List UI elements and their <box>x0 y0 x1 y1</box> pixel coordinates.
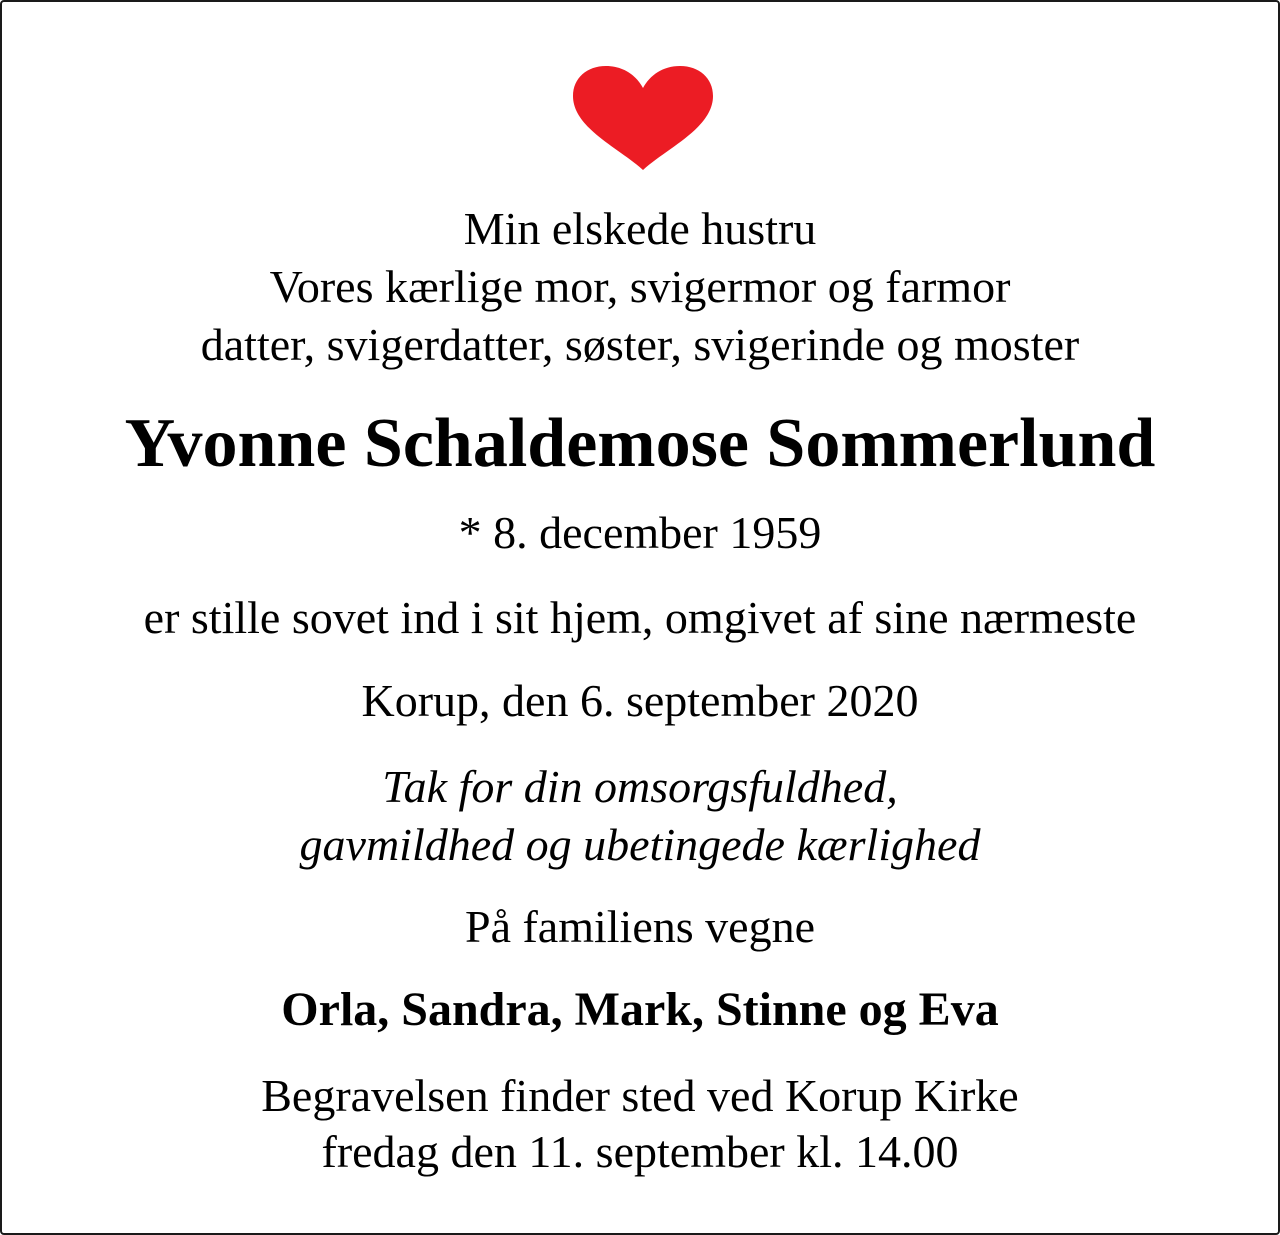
birth-date: * 8. december 1959 <box>458 507 822 558</box>
intro-line-3: datter, svigerdatter, søster, svigerinde og moster <box>200 319 1080 370</box>
funeral-line-1: Begravelsen finder sted ved Korup Kirke <box>261 1070 1019 1121</box>
passing-statement: er stille sovet ind i sit hjem, omgivet af sine nærmeste <box>143 592 1137 643</box>
on-behalf-of: På familiens vegne <box>464 901 815 952</box>
place-and-date: Korup, den 6. september 2020 <box>361 675 919 726</box>
family-names: Orla, Sandra, Mark, Stinne og Eva <box>281 983 999 1036</box>
heart-icon <box>571 66 715 170</box>
intro-text <box>2 200 1278 374</box>
thanks-line-2: gavmildhed og ubetingede kærlighed <box>299 819 981 870</box>
intro-line-1: Min elskede hustru <box>463 203 817 254</box>
funeral-info <box>2 1068 1278 1180</box>
thanks-text <box>2 758 1278 874</box>
funeral-line-2: fredag den 11. september kl. 14.00 <box>321 1126 959 1177</box>
thanks-line-1: Tak for din omsorgsfuldhed, <box>382 761 898 812</box>
intro-line-2: Vores kærlige mor, svigermor og farmor <box>269 261 1011 312</box>
deceased-name: Yvonne Schaldemose Sommerlund <box>124 405 1156 482</box>
